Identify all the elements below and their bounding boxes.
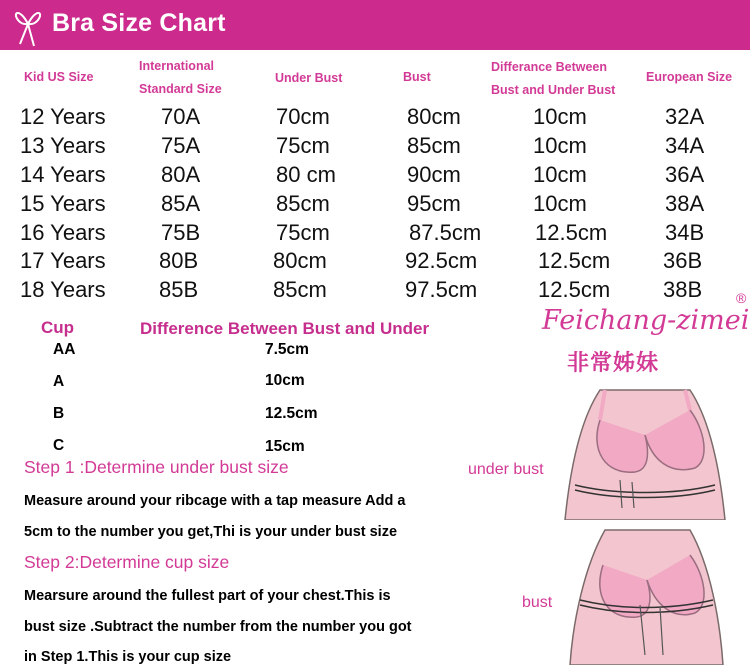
cell-age: 15 Years <box>20 191 106 216</box>
cell-intl: 70A <box>161 104 201 129</box>
step1-text-line1: Measure around your ribcage with a tap measure Add a <box>24 493 406 509</box>
cell-bust: 97.5cm <box>405 277 478 302</box>
cell-bust: 87.5cm <box>409 220 482 245</box>
col-difference-line2: Bust and Under Bust <box>491 83 616 97</box>
cell-age: 17 Years <box>20 248 106 273</box>
table-row <box>0 277 750 306</box>
cell-under: 85cm <box>276 191 330 216</box>
cell-eu: 34B <box>665 220 705 245</box>
cell-intl: 85B <box>159 277 199 302</box>
step1-text-line2: 5cm to the number you get,Thi is your under bust size <box>24 524 398 540</box>
cup-heading: Cup <box>41 318 75 337</box>
cell-diff: 10cm <box>533 104 587 129</box>
table-row <box>0 220 750 249</box>
cup-a-diff: 10cm <box>265 372 305 389</box>
col-international-line1: International <box>139 59 215 73</box>
cell-under: 80cm <box>273 248 327 273</box>
cell-bust: 92.5cm <box>405 248 478 273</box>
cell-bust: 90cm <box>407 162 461 187</box>
cell-bust: 95cm <box>407 191 461 216</box>
step1-title: Step 1 :Determine under bust size <box>24 457 289 477</box>
cell-diff: 12.5cm <box>535 220 608 245</box>
cell-under: 70cm <box>276 104 330 129</box>
brand-logo-chinese: 非常姊妹 <box>567 350 660 375</box>
cup-b: B <box>53 405 65 422</box>
table-row <box>0 162 750 191</box>
cell-eu: 38B <box>663 277 703 302</box>
cell-diff: 12.5cm <box>538 277 611 302</box>
cell-eu: 32A <box>665 104 705 129</box>
step2-text-line3: in Step 1.This is your cup size <box>24 649 232 665</box>
under-bust-illustration <box>560 380 730 520</box>
cup-c: C <box>53 437 65 454</box>
cell-eu: 36B <box>663 248 703 273</box>
page-title: Bra Size Chart <box>52 9 226 37</box>
cell-intl: 75B <box>161 220 201 245</box>
cell-bust: 80cm <box>407 104 461 129</box>
cell-diff: 10cm <box>533 133 587 158</box>
cup-b-diff: 12.5cm <box>265 405 318 422</box>
col-bust: Bust <box>403 70 431 84</box>
col-european-size: European Size <box>646 70 733 84</box>
table-row <box>0 191 750 220</box>
bust-label: bust <box>522 594 553 611</box>
cell-under: 75cm <box>276 220 330 245</box>
table-row <box>0 133 750 162</box>
cell-intl: 85A <box>161 191 201 216</box>
cup-aa-diff: 7.5cm <box>265 341 309 358</box>
step2-text-line1: Mearsure around the fullest part of your chest.This is <box>24 588 391 604</box>
cell-eu: 34A <box>665 133 705 158</box>
table-row <box>0 248 750 277</box>
cup-aa: AA <box>53 341 76 358</box>
cup-c-diff: 15cm <box>265 438 305 455</box>
cell-diff: 10cm <box>533 162 587 187</box>
cell-diff: 10cm <box>533 191 587 216</box>
cell-bust: 85cm <box>407 133 461 158</box>
registered-mark: ® <box>736 290 747 306</box>
cell-diff: 12.5cm <box>538 248 611 273</box>
header-bar <box>0 0 750 50</box>
cell-intl: 80A <box>161 162 201 187</box>
bust-illustration <box>565 525 725 665</box>
cell-age: 13 Years <box>20 133 106 158</box>
cell-under: 85cm <box>273 277 327 302</box>
step2-text-line2: bust size .Subtract the number from the number you got <box>24 619 412 635</box>
difference-heading: Difference Between Bust and Under <box>140 319 430 338</box>
cell-eu: 38A <box>665 191 705 216</box>
cup-a: A <box>53 373 65 390</box>
col-international-line2: Standard Size <box>139 82 222 96</box>
cell-age: 14 Years <box>20 162 106 187</box>
table-row <box>0 104 750 133</box>
cell-under: 75cm <box>276 133 330 158</box>
under-bust-label: under bust <box>468 461 544 478</box>
cell-intl: 75A <box>161 133 201 158</box>
cell-intl: 80B <box>159 248 199 273</box>
cell-under: 80 cm <box>276 162 336 187</box>
cell-age: 16 Years <box>20 220 106 245</box>
cell-eu: 36A <box>665 162 705 187</box>
cell-age: 18 Years <box>20 277 106 302</box>
step2-title: Step 2:Determine cup size <box>24 552 230 572</box>
brand-logo: Feichang-zimei <box>542 305 750 336</box>
col-kid-us-size: Kid US Size <box>24 70 94 84</box>
col-under-bust: Under Bust <box>275 71 343 85</box>
ribbon-bow-icon <box>10 4 46 48</box>
cell-age: 12 Years <box>20 104 106 129</box>
col-difference-line1: Differance Between <box>491 60 608 74</box>
